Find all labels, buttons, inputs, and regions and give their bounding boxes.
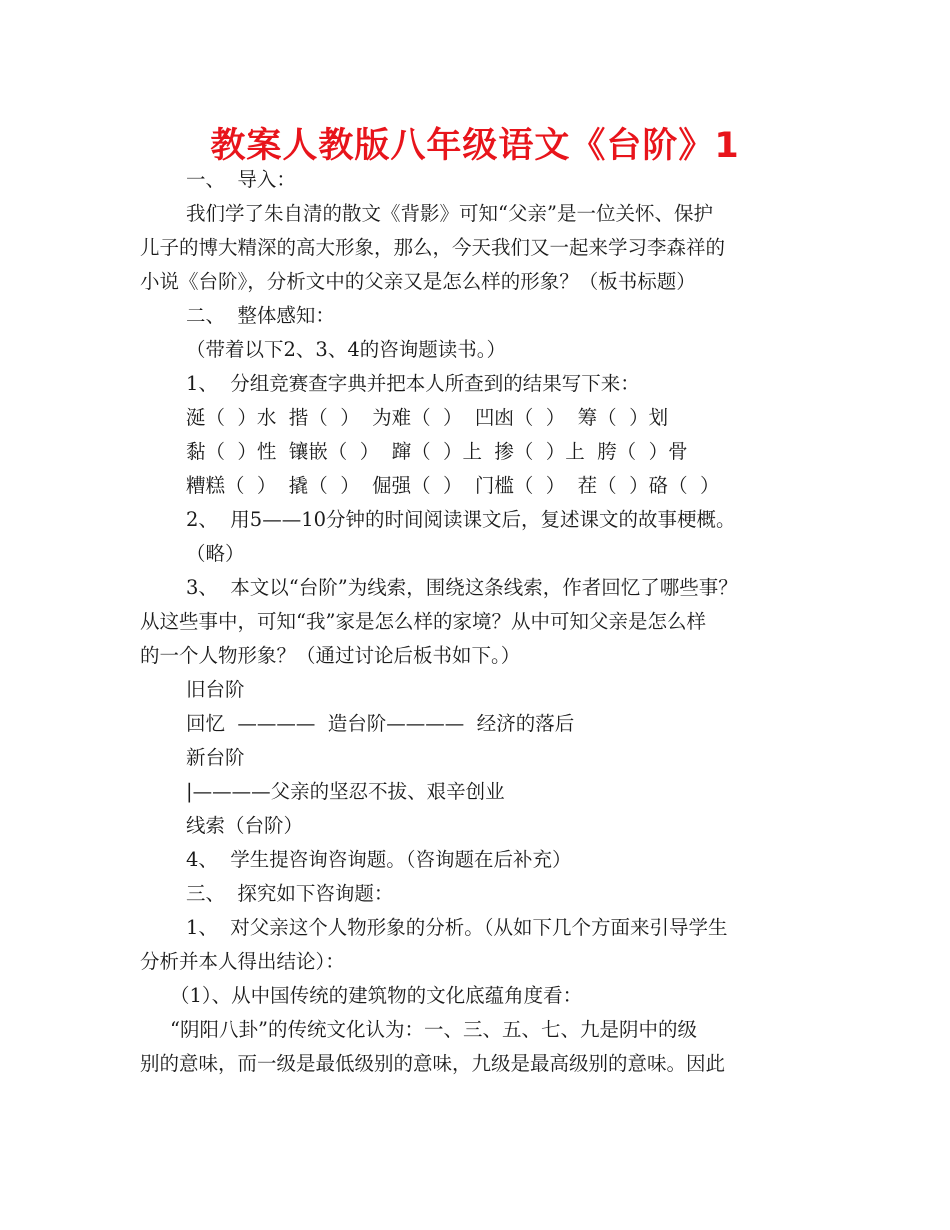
paragraph-line: （带着以下2、3、4的咨询题读书。）	[186, 338, 506, 361]
paragraph-line: 的一个人物形象？（通过讨论后板书如下。）	[140, 644, 521, 667]
paragraph-line: （略）	[186, 542, 245, 565]
board-note-line: |————父亲的坚忍不拔、艰辛创业	[186, 780, 505, 803]
list-item: 2、 用5——10分钟的时间阅读课文后，复述课文的故事梗概。	[186, 508, 736, 531]
list-item: 1、 对父亲这个人物形象的分析。（从如下几个方面来引导学生	[186, 916, 728, 939]
vocabulary-line: 涎（ ）水 揩（ ） 为难（ ） 凹凼（ ） 筹（ ）划	[186, 406, 669, 429]
section-heading-intro: 一、 导入：	[186, 168, 296, 191]
list-item: 1、 分组竞赛查字典并把本人所查到的结果写下来：	[186, 372, 640, 395]
list-item: 4、 学生提咨询咨询题。（咨询题在后补充）	[186, 848, 572, 871]
paragraph-line: “阴阳八卦”的传统文化认为：一、三、五、七、九是阴中的级	[170, 1018, 697, 1041]
paragraph-line: 从这些事中，可知“我”家是怎么样的家境？从中可知父亲是怎么样	[140, 610, 706, 633]
board-note-line: 新台阶	[186, 746, 245, 769]
sub-item: （1）、从中国传统的建筑物的文化底蕴角度看：	[170, 984, 583, 1007]
board-note-line: 回忆 ———— 造台阶———— 经济的落后	[186, 712, 575, 735]
document-title: 教案人教版八年级语文《台阶》1	[210, 126, 740, 166]
board-note-line: 旧台阶	[186, 678, 245, 701]
board-note-line: 线索（台阶）	[186, 814, 304, 837]
paragraph-line: 儿子的博大精深的高大形象，那么，今天我们又一起来学习李森祥的	[140, 236, 726, 259]
vocabulary-line: 糟糕（ ） 撬（ ） 倔强（ ） 门槛（ ） 茬（ ）硌（ ）	[186, 474, 720, 497]
paragraph-line: 小说《台阶》，分析文中的父亲又是怎么样的形象？（板书标题）	[140, 270, 696, 293]
section-heading-overview: 二、 整体感知：	[186, 304, 335, 327]
list-item: 3、 本文以“台阶”为线索，围绕这条线索，作者回忆了哪些事？	[186, 576, 738, 599]
paragraph-line: 我们学了朱自清的散文《背影》可知“父亲”是一位关怀、保护	[186, 202, 713, 225]
section-heading-explore: 三、 探究如下咨询题：	[186, 882, 394, 905]
paragraph-line: 别的意味，而一级是最低级别的意味，九级是最高级别的意味。因此	[140, 1052, 726, 1075]
paragraph-line: 分析并本人得出结论）：	[140, 950, 345, 973]
vocabulary-line: 黏（ ）性 镶嵌（ ） 蹿（ ）上 掺（ ）上 胯（ ）骨	[186, 440, 688, 463]
